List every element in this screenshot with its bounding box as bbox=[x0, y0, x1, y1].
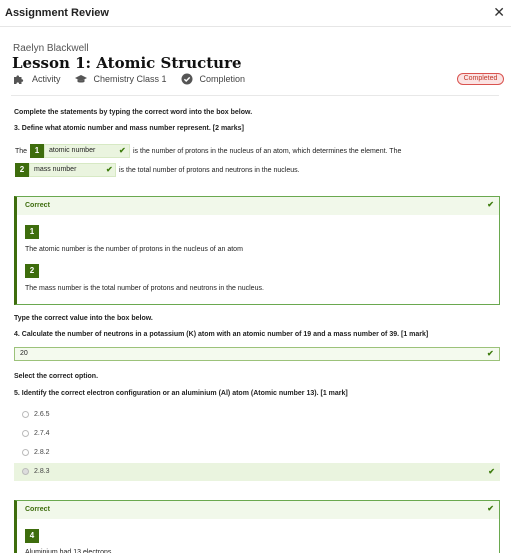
q5-instruction: Select the correct option. bbox=[14, 373, 99, 380]
blank-number-2: 2 bbox=[15, 163, 29, 177]
feedback-number: 2 bbox=[25, 264, 39, 278]
check-icon: ✔ bbox=[488, 467, 495, 476]
option-label: 2.8.3 bbox=[34, 468, 50, 475]
window-title: Assignment Review bbox=[5, 7, 109, 19]
check-icon: ✔ bbox=[487, 200, 494, 209]
radio-button[interactable] bbox=[22, 449, 29, 456]
check-icon: ✔ bbox=[106, 165, 113, 174]
status-badge: Completed bbox=[457, 73, 504, 85]
option-label: 2.6.5 bbox=[34, 411, 50, 418]
q5-question: 5. Identify the correct electron configuration or an aluminium (Al) atom (Atomic number 13). [1 mark] bbox=[14, 390, 348, 397]
meta-label: Chemistry Class 1 bbox=[93, 74, 167, 84]
meta-class bbox=[75, 73, 167, 85]
check-circle-icon bbox=[181, 73, 193, 85]
q3-instruction: Complete the statements by typing the correct word into the box below. bbox=[14, 109, 253, 116]
divider bbox=[11, 95, 499, 96]
q3-line2-suffix: is the total number of protons and neutrons in the nucleus. bbox=[119, 167, 300, 174]
meta-completion bbox=[181, 73, 246, 85]
lesson-title: Lesson 1: Atomic Structure bbox=[12, 54, 242, 72]
blank-input-2[interactable]: mass number bbox=[29, 163, 116, 177]
feedback-label: Correct bbox=[25, 506, 50, 513]
q3-line1-prefix: The bbox=[15, 148, 28, 155]
option-row[interactable] bbox=[14, 406, 500, 424]
q4-instruction: Type the correct value into the box below. bbox=[14, 315, 153, 322]
option-label: 2.7.4 bbox=[34, 430, 50, 437]
check-icon: ✔ bbox=[487, 504, 494, 513]
feedback-text: Aluminium had 13 electrons. bbox=[25, 549, 114, 553]
radio-button[interactable] bbox=[22, 468, 29, 475]
blank-input-1[interactable]: atomic number bbox=[44, 144, 130, 158]
option-row-selected[interactable] bbox=[14, 463, 500, 481]
q4-question: 4. Calculate the number of neutrons in a potassium (K) atom with an atomic number of 19 and a mass number of 39. [1 mark] bbox=[14, 331, 429, 338]
puzzle-icon bbox=[13, 73, 25, 85]
feedback-number: 1 bbox=[25, 225, 39, 239]
feedback-panel bbox=[14, 500, 500, 553]
feedback-label: Correct bbox=[25, 202, 50, 209]
radio-button[interactable] bbox=[22, 411, 29, 418]
check-icon: ✔ bbox=[487, 349, 494, 358]
feedback-header bbox=[17, 197, 499, 215]
q3-question: 3. Define what atomic number and mass number represent. [2 marks] bbox=[14, 125, 244, 132]
feedback-header bbox=[17, 501, 499, 519]
window-header bbox=[0, 0, 511, 27]
student-name: Raelyn Blackwell bbox=[13, 43, 89, 54]
lesson-meta bbox=[13, 72, 259, 86]
meta-activity bbox=[13, 73, 61, 85]
check-icon: ✔ bbox=[119, 146, 126, 155]
q3-line1-suffix: is the number of protons in the nucleus of an atom, which determines the element. The bbox=[133, 148, 402, 155]
feedback-text: The mass number is the total number of protons and neutrons in the nucleus. bbox=[25, 285, 264, 292]
graduation-cap-icon bbox=[75, 73, 87, 85]
feedback-number: 4 bbox=[25, 529, 39, 543]
meta-label: Activity bbox=[32, 74, 61, 84]
radio-button[interactable] bbox=[22, 430, 29, 437]
feedback-panel bbox=[14, 196, 500, 305]
option-label: 2.8.2 bbox=[34, 449, 50, 456]
option-row[interactable] bbox=[14, 444, 500, 462]
feedback-text: The atomic number is the number of protons in the nucleus of an atom bbox=[25, 246, 243, 253]
option-row[interactable] bbox=[14, 425, 500, 443]
blank-number-1: 1 bbox=[30, 144, 44, 158]
meta-label: Completion bbox=[199, 74, 246, 84]
close-icon[interactable]: ✕ bbox=[493, 4, 505, 20]
answer-input[interactable]: 20 bbox=[14, 347, 500, 361]
